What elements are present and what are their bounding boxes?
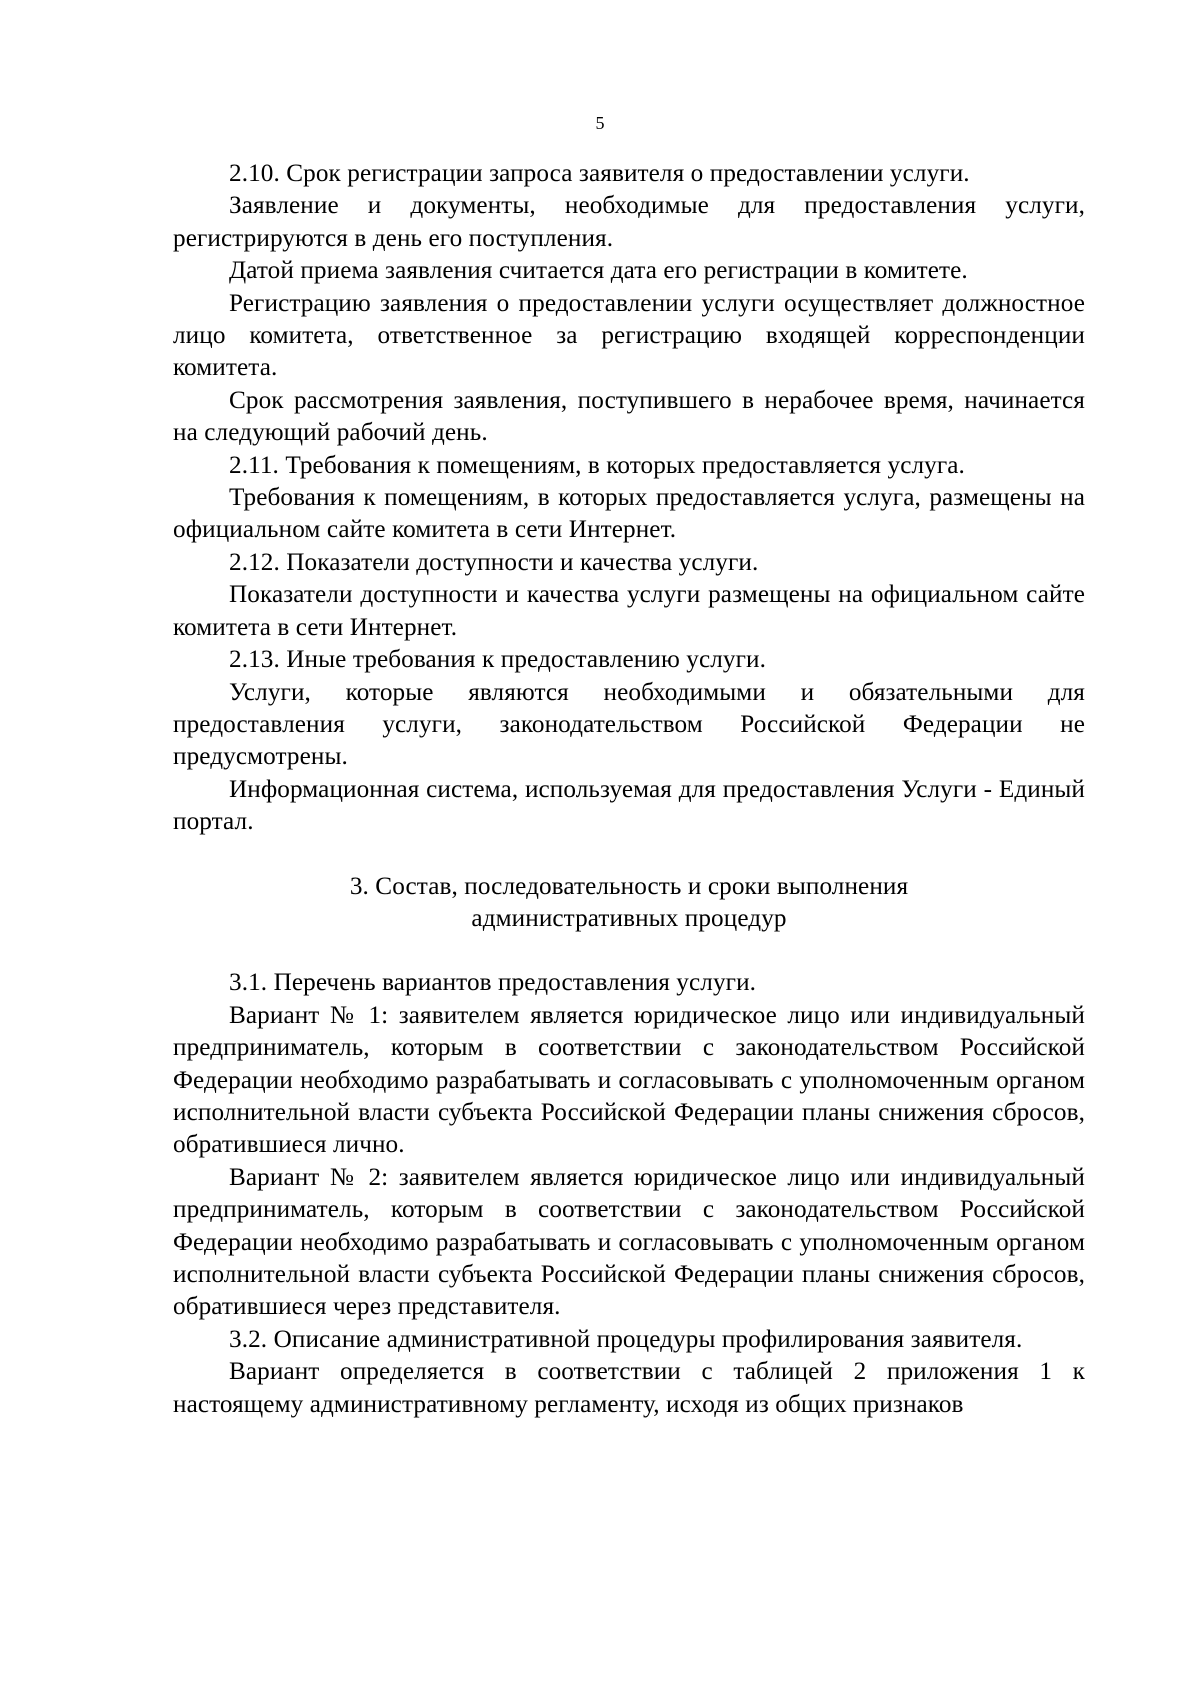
paragraph-mandatory-services: Услуги, которые являются необходимыми и обязательными для предоставления услуги, законодательством Российской Федерации не предусмотрены. [173,678,1085,771]
paragraph-variant-2: Вариант № 2: заявителем является юридическое лицо или индивидуальный предприниматель, которым в соответствии с законодательством Российской Федерации необходимо разрабатывать и согласовывать с уполномоченным органом исполнительной власти субъекта Российской Федерации планы снижения сбросов, обратившиеся через представителя. [173,1163,1085,1321]
paragraph-2-13-title: 2.13. Иные требования к предоставлению услуги. [229,646,767,674]
paragraph-2-11-title: 2.11. Требования к помещениям, в которых предоставляется услуга. [229,451,965,479]
paragraph-accessibility-indicators: Показатели доступности и качества услуги размещены на официальном сайте комитета в сети Интернет. [173,581,1085,641]
paragraph-3-1-title: 3.1. Перечень вариантов предоставления услуги. [229,969,757,997]
paragraph-2-10-title: 2.10. Срок регистрации запроса заявителя о предоставлении услуги. [229,160,970,187]
paragraph-acceptance-date: Датой приема заявления считается дата его регистрации в комитете. [229,257,968,285]
page-number: 5 [595,113,605,133]
paragraph-variant-determination: Вариант определяется в соответствии с таблицей 2 приложения 1 к настоящему административному регламенту, исходя из общих признаков [173,1358,1085,1418]
section-3-heading-line1: 3. Состав, последовательность и сроки выполнения [349,872,909,900]
paragraph-information-system: Информационная система, используемая для предоставления Услуги - Единый портал. [173,775,1085,836]
paragraph-premises-requirements: Требования к помещениям, в которых предоставляется услуга, размещены на официальном сайте комитета в сети Интернет. [173,484,1085,544]
section-3-heading-line2: административных процедур [471,904,787,932]
paragraph-3-2-title: 3.2. Описание административной процедуры профилирования заявителя. [229,1325,1023,1353]
paragraph-non-working-time: Срок рассмотрения заявления, поступившего в нерабочее время, начинается на следующий рабочий день. [173,386,1085,447]
paragraph-variant-1: Вариант № 1: заявителем является юридическое лицо или индивидуальный предприниматель, которым в соответствии с законодательством Российской Федерации необходимо разрабатывать и согласовывать с уполномоченным органом исполнительной власти субъекта Российской Федерации планы снижения сбросов, обратившиеся лично. [173,1001,1085,1159]
paragraph-registration-officer: Регистрацию заявления о предоставлении услуги осуществляет должностное лицо комитета, ответственное за регистрацию входящей корреспонденции комитета. [173,289,1085,382]
paragraph-registration-docs: Заявление и документы, необходимые для предоставления услуги, регистрируются в день его поступления. [173,192,1085,252]
document-body [173,158,1085,1421]
paragraph-2-12-title: 2.12. Показатели доступности и качества услуги. [229,548,759,576]
section-3-heading [173,871,1085,936]
